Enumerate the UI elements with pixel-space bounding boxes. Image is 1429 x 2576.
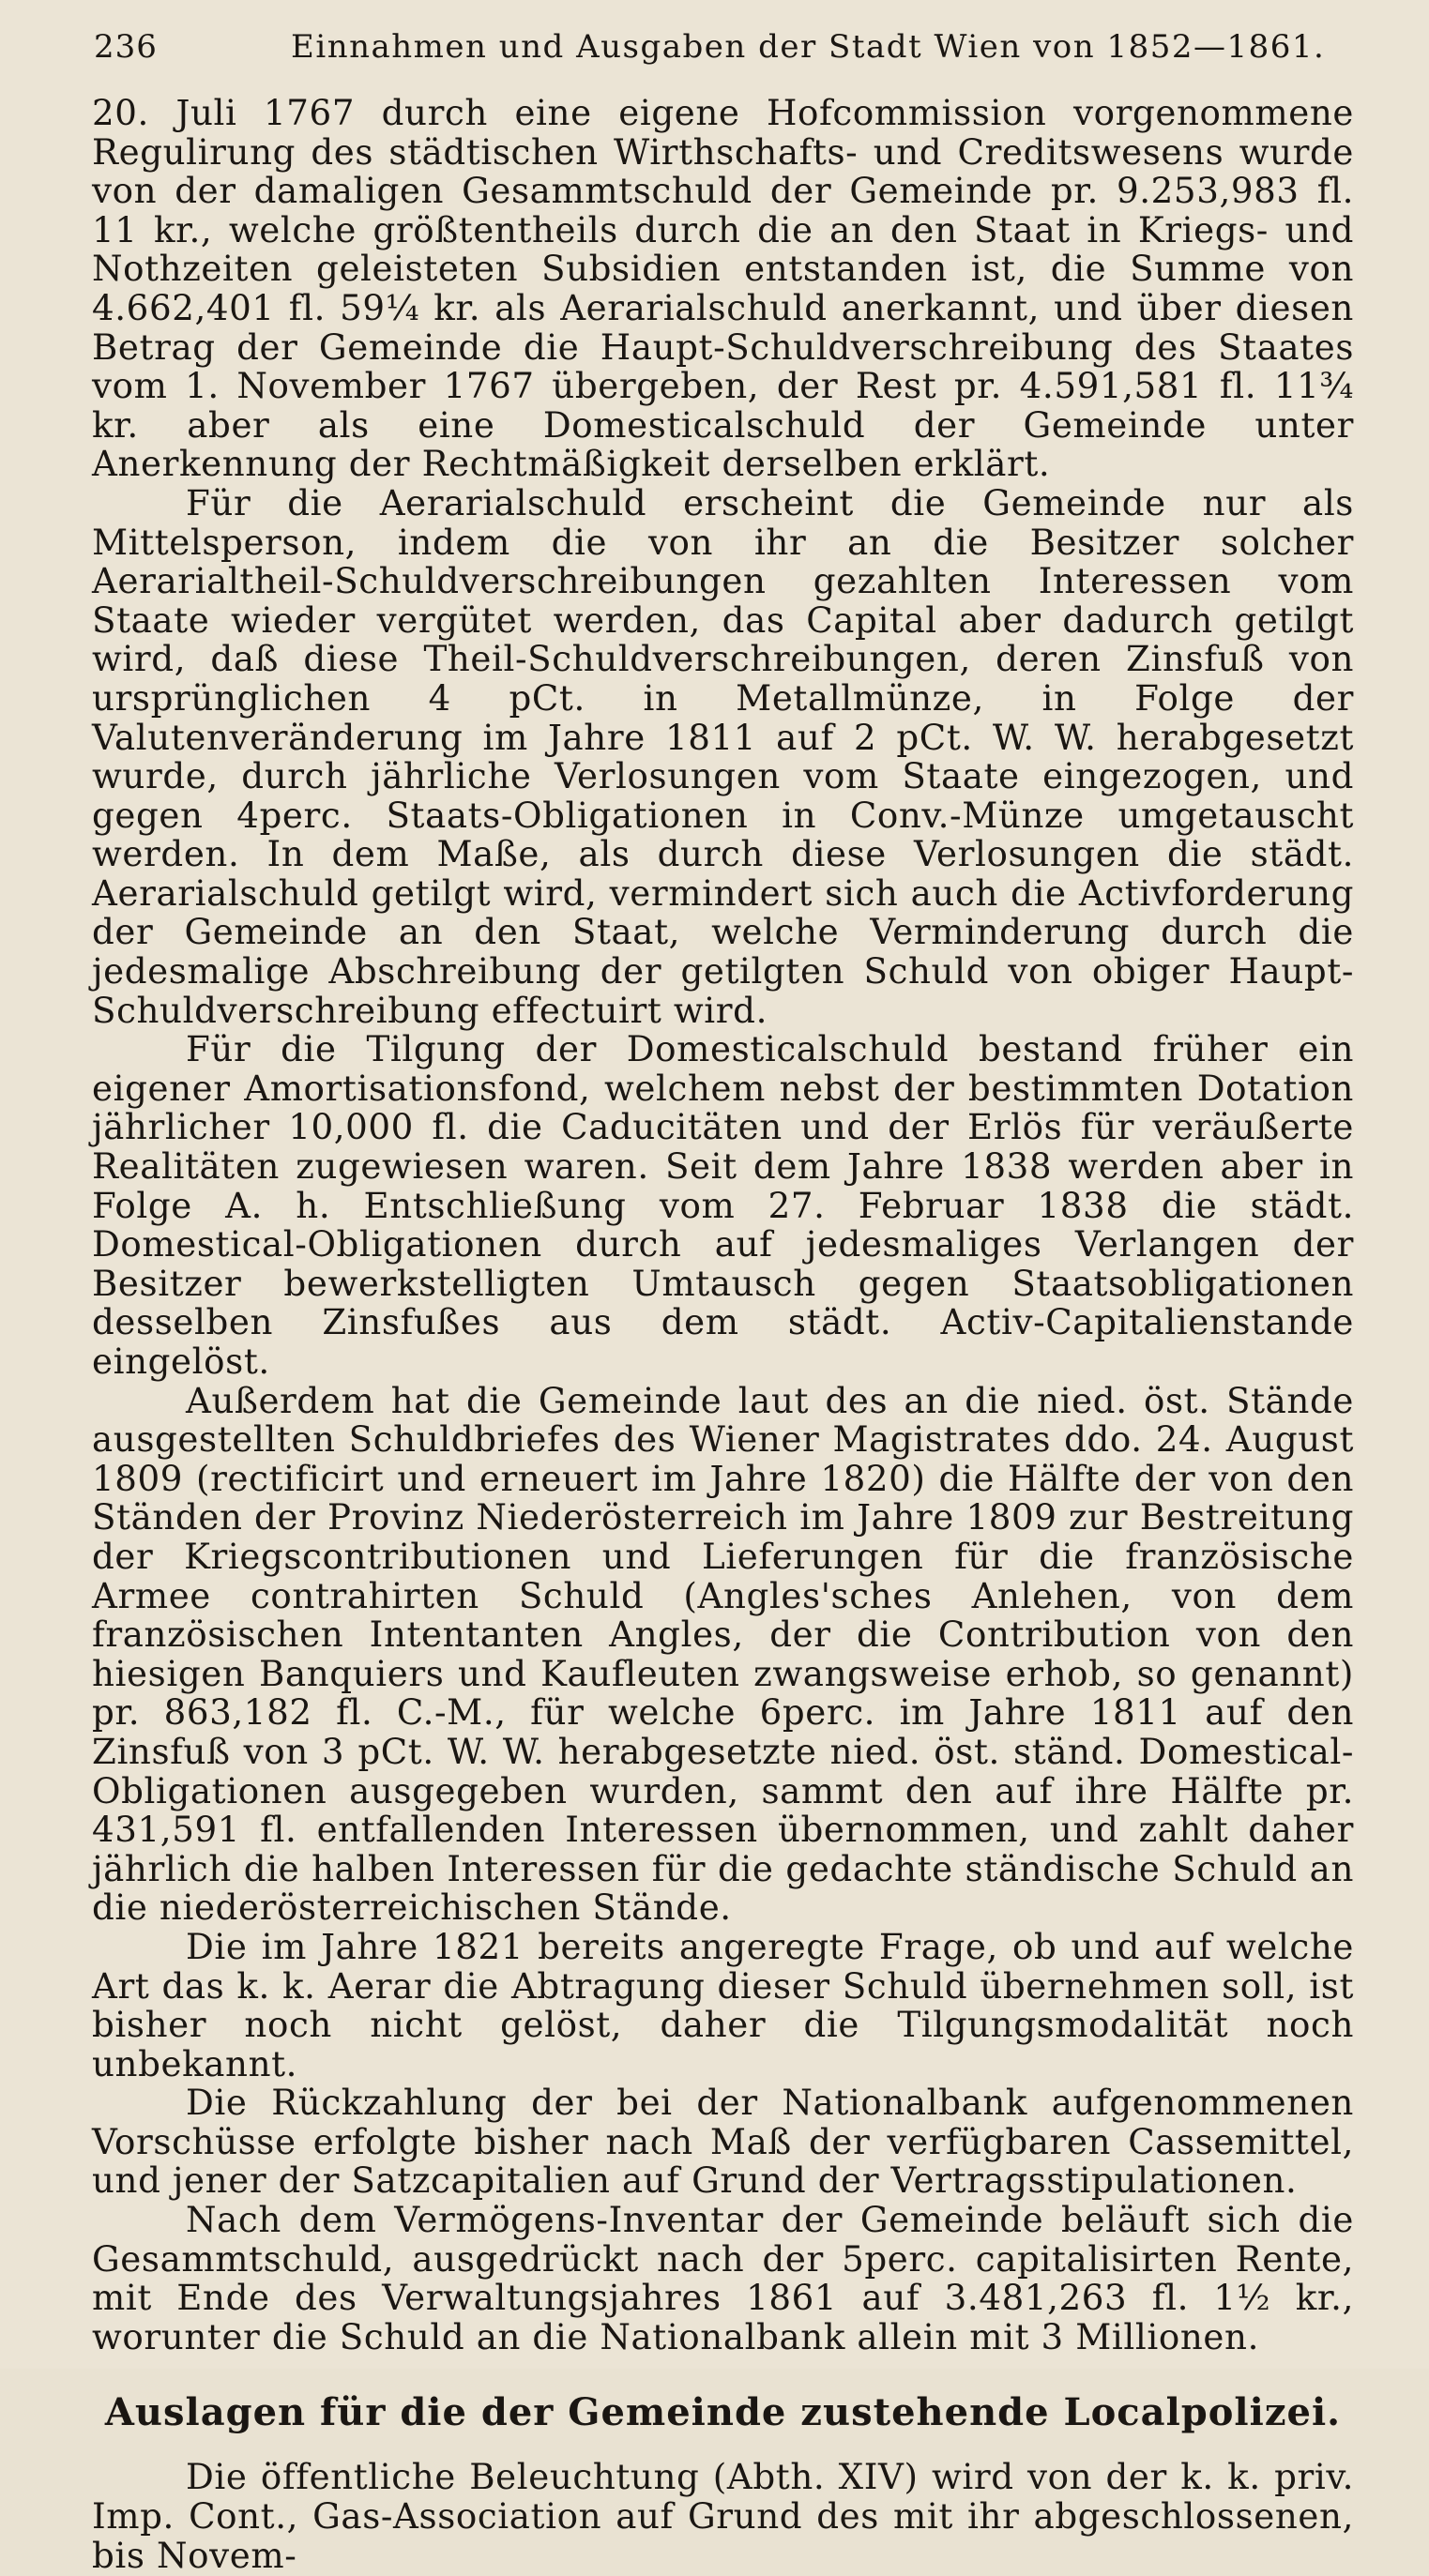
running-head (94, 28, 1351, 75)
paragraph-rueckzahlung: Die Rückzahlung der bei der Nationalbank aufgenommenen Vorschüsse erfolgte bisher nach Maß der verfügbaren Cassemittel, und jener der Satzcapitalien auf Grund der Vertragsstipulationen. (92, 2082, 1354, 2202)
paragraph-gesammtschuld: Nach dem Vermögens-Inventar der Gemeinde beläuft sich die Gesammtschuld, ausgedrückt nach der 5perc. capitalisirten Rente, mit Ende des Verwaltungsjahres 1861 auf 3.481,263 fl. 1½ kr., worunter die Schuld an die Nationalbank allein mit 3 Millionen. (92, 2199, 1354, 2357)
section-heading: Auslagen für die der Gemeinde zustehende Localpolizei. (104, 2390, 1342, 2435)
paragraph-aerarialschuld: Für die Aerarialschuld erscheint die Gemeinde nur als Mittelsperson, indem die von ihr an die Besitzer solcher Aerarialtheil-Schuldverschreibungen gezahlten Interessen vom Staate wieder vergütet werden, das Capital aber dadurch getilgt wird, daß diese Theil-Schuldverschreibungen, deren Zinsfuß von ursprünglichen 4 pCt. in Metallmünze, in Folge der Valutenveränderung im Jahre 1811 auf 2 pCt. W. W. herabgesetzt wurde, durch jährliche Verlosungen vom Staate eingezogen, und gegen 4perc. Staats-Obligationen in Conv.-Münze umgetauscht werden. In dem Maße, als durch diese Verlosungen die städt. Aerarialschuld getilgt wird, vermindert sich auch die Activforderung der Gemeinde an den Staat, welche Verminderung durch die jedesmalige Abschreibung der getilgten Schuld von obiger Haupt-Schuldverschreibung effectuirt wird. (92, 481, 1354, 1031)
running-title: Einnahmen und Ausgaben der Stadt Wien von 1852—1861. (291, 28, 1326, 66)
paragraph-hofcommission: 20. Juli 1767 durch eine eigene Hofcommission vorgenommene Regulirung des städtischen Wirthschafts- und Creditswesens wurde von der damaligen Gesammtschuld der Gemeinde pr. 9.253,983 fl. 11 kr., welche größtentheils durch die an den Staat in Kriegs- und Nothzeiten geleisteten Subsidien entstanden ist, die Summe von 4.662,401 fl. 59¼ kr. als Aerarialschuld anerkannt, und über diesen Betrag der Gemeinde die Haupt-Schuldverschreibung des Staates vom 1. November 1767 übergeben, der Rest pr. 4.591,581 fl. 11¾ kr. aber als eine Domesticalschuld der Gemeinde unter Anerkennung der Rechtmäßigkeit derselben erklärt. (92, 92, 1354, 485)
page-number: 236 (94, 28, 158, 66)
body-text (92, 94, 1354, 2575)
paragraph-frage-1821: Die im Jahre 1821 bereits angeregte Frage, ob und auf welche Art das k. k. Aerar die Abtragung dieser Schuld übernehmen soll, ist bisher noch nicht gelöst, daher die Tilgungsmodalität noch unbekannt. (92, 1925, 1354, 2084)
paragraph-schuldbrief: Außerdem hat die Gemeinde laut des an die nied. öst. Stände ausgestellten Schuldbriefes des Wiener Magistrates ddo. 24. August 1809 (rectificirt und erneuert im Jahre 1820) die Hälfte der von den Ständen der Provinz Niederösterreich im Jahre 1809 zur Bestreitung der Kriegscontributionen und Lieferungen für die französische Armee contrahirten Schuld (Angles'sches Anlehen, von dem französischen Intentanten Angles, der die Contribution von den hiesigen Banquiers und Kaufleuten zwangsweise erhob, so genannt) pr. 863,182 fl. C.-M., für welche 6perc. im Jahre 1811 auf den Zinsfuß von 3 pCt. W. W. herabgesetzte nied. öst. ständ. Domestical-Obligationen ausgegeben wurden, sammt den auf ihre Hälfte pr. 431,591 fl. entfallenden Interessen übernommen, und zahlt daher jährlich die halben Interessen für die gedachte ständische Schuld an die niederösterreichischen Stände. (92, 1379, 1354, 1929)
paragraph-beleuchtung: Die öffentliche Beleuchtung (Abth. XIV) wird von der k. k. priv. Imp. Cont., Gas-Association auf Grund des mit ihr abgeschlossenen, bis Novem- (92, 2456, 1354, 2576)
paragraph-domesticalschuld: Für die Tilgung der Domesticalschuld bestand früher ein eigener Amortisationsfond, welchem nebst der bestimmten Dotation jährlicher 10,000 fl. die Caducitäten und der Erlös für veräußerte Realitäten zugewiesen waren. Seit dem Jahre 1838 werden aber in Folge A. h. Entschließung vom 27. Februar 1838 die städt. Domestical-Obligationen durch auf jedesmaliges Verlangen der Besitzer bewerkstelligten Umtausch gegen Staatsobligationen desselben Zinsfußes aus dem städt. Activ-Capitalienstande eingelöst. (92, 1028, 1354, 1382)
